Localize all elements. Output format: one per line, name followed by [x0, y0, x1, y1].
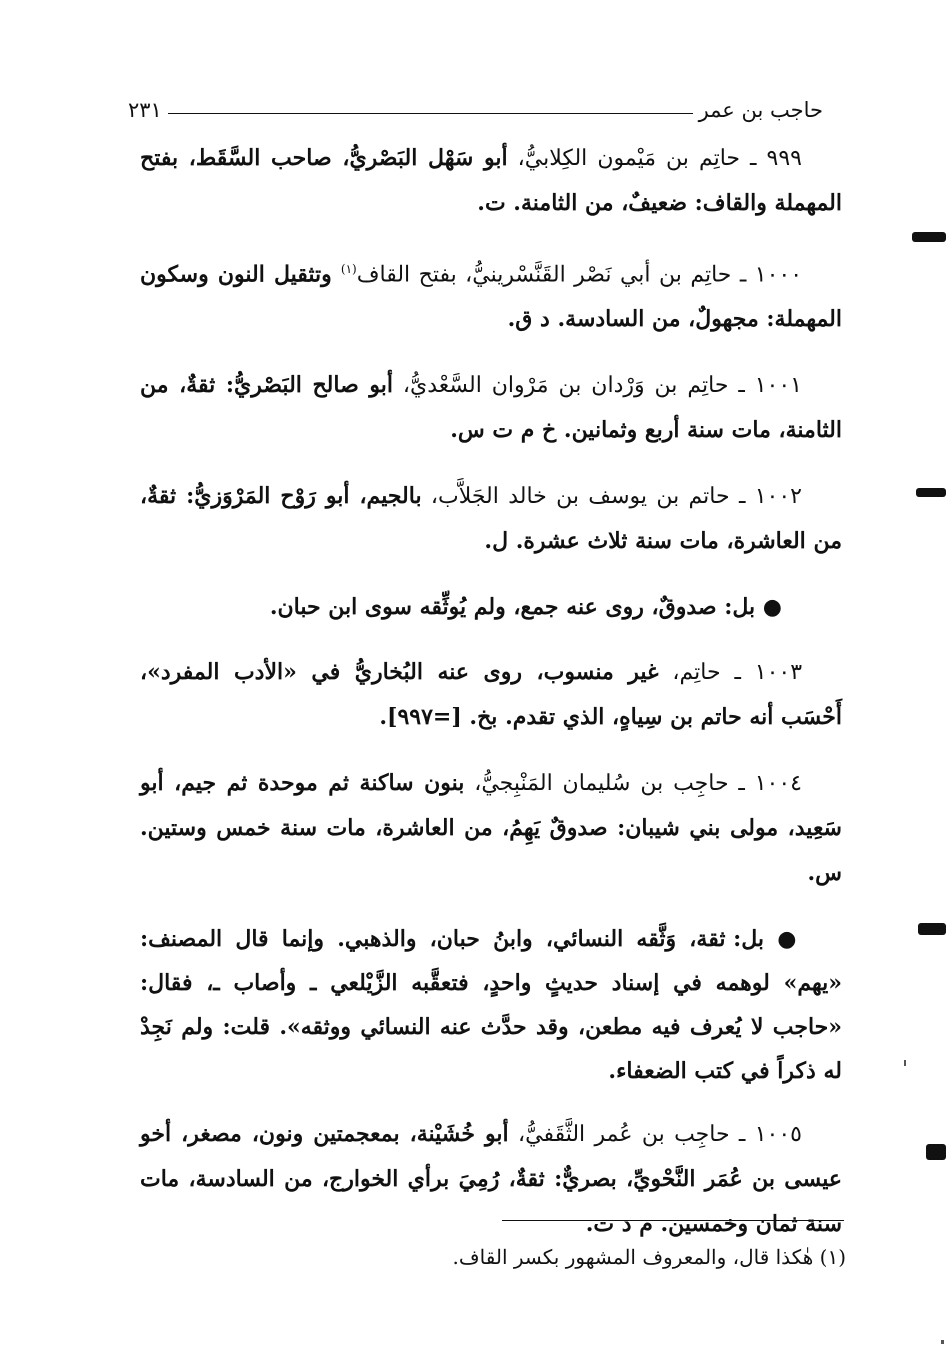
- entry-1005: ١٠٠٥ ـ حاجِب بن عُمر الثَّقَفيُّ، أبو خُشَيْنة، بمعجمتين ونون، مصغر، أخو عيسى بن عُمَر النَّحْويِّ، بصريٌّ: ثقةٌ، رُمِيَ برأي الخوارج، من السادسة، مات سنة ثمان وخمسين. م د ت.: [140, 1121, 842, 1238]
- editor-note: [140, 585, 842, 629]
- page-header: [128, 88, 823, 122]
- entry-name: حاتِم،: [658, 660, 721, 686]
- entry-name: حاجِب بن سُليمان المَنْبِجيُّ،: [464, 771, 729, 797]
- bullet-icon: ●: [777, 926, 802, 953]
- entry-number: ٩٩٩: [766, 146, 802, 171]
- entry-number: ١٠٠٥: [754, 1122, 802, 1148]
- entry-description: غير منسوب، روى عنه البُخاريُّ في «الأدب المفرد»، أَحْسَب أنه حاتم بن سِياهٍ، الذي تقدم. بخ. [=٩٩٧].: [140, 659, 842, 731]
- scan-mark: [912, 232, 946, 242]
- editor-note: [140, 917, 842, 1093]
- entry-number: ١٠٠٠: [754, 262, 803, 288]
- entry-name: حاتِم بن مَيْمون الكِلابيُّ،: [507, 146, 741, 171]
- header-rule: [168, 113, 693, 114]
- entry-number: ١٠٠١: [754, 373, 802, 399]
- scan-mark: [916, 488, 946, 497]
- entry-name: حاتِم بن أبي نَصْر القَنَّسْرينيُّ، بفتح القاف: [356, 262, 732, 288]
- entry-number: ١٠٠٣: [754, 660, 803, 686]
- note-text: بل: ثقة، وَثَّقه النسائي، وابنُ حبان، والذهبي. وإنما قال المصنف: «يهم» لوهمه في إسناد حديثٍ واحدٍ، فتعقَّبه الزَّيْلعي ـ وأصاب ـ، فقال: «حاجب لا يُعرف فيه مطعن، وقد حدَّث عنه النسائي ووثقه». قلت: ولم نَجِدْ له ذكراً في كتب الضعفاء.: [140, 926, 842, 1085]
- page-number: ٢٣١: [128, 98, 162, 122]
- entry-1001: ١٠٠١ ـ حاتِم بن وَرْدان بن مَرْوان السَّعْديُّ، أبو صالح البَصْريُّ: ثقةٌ، من الثامنة، مات سنة أربع وثمانين. خ م ت س.: [140, 372, 842, 444]
- page-body: [140, 136, 842, 1268]
- entry-1000: ١٠٠٠ ـ حاتِم بن أبي نَصْر القَنَّسْرينيُّ، بفتح القاف$^{(١)}$ وتثقيل النون وسكون المهملة: مجهولٌ، من السادسة. د ق.: [140, 261, 842, 333]
- entry-name: حاتِم بن وَرْدان بن مَرْوان السَّعْديُّ،: [392, 373, 729, 399]
- footnote-ref: (١): [340, 262, 357, 276]
- entry-description: أبو خُشَيْنة، بمعجمتين ونون، مصغر، أخو عيسى بن عُمَر النَّحْويِّ، بصريٌّ: ثقةٌ، رُمِيَ برأي الخوارج، من السادسة، مات سنة ثمان وخمسين. م د ت.: [140, 1121, 842, 1238]
- entry-1004: ١٠٠٤ ـ حاجِب بن سُليمان المَنْبِجيُّ، بنون ساكنة ثم موحدة ثم جيم، أبو سَعِيد، مولى بني شيبان: صدوقٌ يَهِمُ، من العاشرة، مات سنة خمس وستين. س.: [140, 770, 842, 887]
- entry-description: أبو سَهْل البَصْريُّ، صاحب السَّقَط، بفتح المهملة والقاف: ضعيفٌ، من الثامنة. ت.: [140, 145, 842, 216]
- entry-description: أبو صالح البَصْريُّ: ثقةٌ، من الثامنة، مات سنة أربع وثمانين. خ م ت س.: [140, 372, 842, 444]
- bullet-icon: ●: [762, 594, 782, 621]
- note-text: بل: صدوقٌ، روى عنه جمع، ولم يُوثِّقه سوى ابن حبان.: [269, 594, 756, 621]
- entry-1002: ١٠٠٢ ـ حاتم بن يوسف بن خالد الجَلاَّب، بالجيم، أبو رَوْح المَرْوَزيُّ: ثقةٌ، من العاشرة، مات سنة ثلاث عشرة. ل.: [140, 483, 842, 555]
- scan-speck: [941, 1340, 944, 1344]
- entry-description: وتثقيل النون وسكون المهملة: مجهولٌ، من السادسة. د ق.: [140, 261, 842, 333]
- running-title: حاجب بن عمر: [698, 98, 823, 122]
- scan-mark: [926, 1144, 946, 1160]
- entry-1003: ١٠٠٣ ـ حاتِم، غير منسوب، روى عنه البُخاريُّ في «الأدب المفرد»، أَحْسَب أنه حاتم بن سِياهٍ، الذي تقدم. بخ. [=٩٩٧].: [140, 659, 842, 731]
- entry-description: بنون ساكنة ثم موحدة ثم جيم، أبو سَعِيد، مولى بني شيبان: صدوقٌ يَهِمُ، من العاشرة، مات سنة خمس وستين. س.: [140, 770, 842, 887]
- footnote-rule: [502, 1220, 844, 1221]
- footnote: (١) هٰكذا قال، والمعروف المشهور بكسر القاف.: [452, 1245, 846, 1269]
- entry-description: بالجيم، أبو رَوْح المَرْوَزيُّ: ثقةٌ، من العاشرة، مات سنة ثلاث عشرة. ل.: [140, 483, 842, 555]
- entry-999: ٩٩٩ ـ حاتِم بن مَيْمون الكِلابيُّ، أبو سَهْل البَصْريُّ، صاحب السَّقَط، بفتح المهملة والقاف: ضعيفٌ، من الثامنة. ت.: [140, 145, 842, 216]
- scan-mark: [918, 923, 946, 935]
- entry-number: ١٠٠٤: [754, 771, 802, 797]
- entry-number: ١٠٠٢: [754, 484, 802, 510]
- scan-speck: [904, 1060, 906, 1066]
- entry-name: حاتم بن يوسف بن خالد الجَلاَّب،: [421, 484, 730, 510]
- entry-name: حاجِب بن عُمر الثَّقَفيُّ،: [508, 1122, 730, 1148]
